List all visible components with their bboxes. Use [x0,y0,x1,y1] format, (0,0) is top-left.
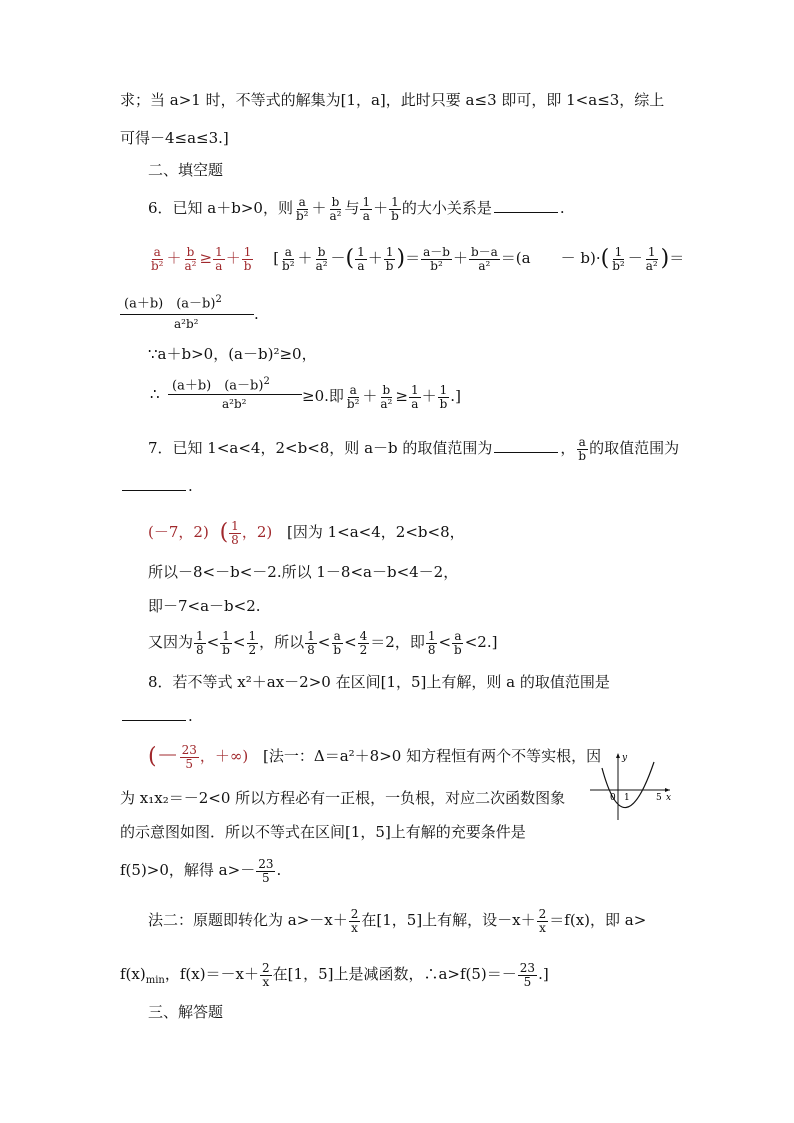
answer-blank [494,198,558,213]
origin-label: 0 [610,793,616,803]
parabola-graph-icon [588,750,674,822]
answer-blank [122,476,186,491]
answer: (－ $\frac{23}{5}$ ，＋∞) [148,743,249,771]
question-8-line2: . [120,706,193,726]
x-label: x [666,793,672,803]
explanation-line: 法二：原题即转化为 a>－x＋ $\frac{2}{x}$ 在[1，5]上有解，设－x＋ $\frac{2}{x}$ ＝f(x)，即 a> [148,907,647,935]
explanation-line: ∵a＋b>0，(a－b)²≥0， [148,345,317,363]
explanation-line: 所以－8<－b<－2.所以 1－8<a－b<4－2， [148,563,459,581]
paragraph-line: 可得－4≤a≤3.] [120,129,229,147]
explanation-line: ≥0.即 $\frac{a}{\text{b²}}$ ＋ $\frac{b}{\text{a²}}$ ≥ $\frac{1}{a}$ ＋ $\frac{1}{b}$ .] [302,383,461,411]
formula-denominator: a²b² [222,397,247,411]
document-page: 求；当 a>1 时，不等式的解集为[1，a]，此时只要 a≤3 即可，即 1<a≤3，综上 可得－4≤a≤3.] 二、填空题 6．已知 a＋b>0，则 $\frac{a}{\text{b²}}$ ＋ $\frac{b}{\text{a²}}$ 与 $\frac{1}{a}$ ＋ $\frac{1}{b}$ 的大小关系是 . $\frac{a}{\text{b²}}$ ＋ $\frac{b}{\text{a²}}$ ≥ $\frac{1}{a}$ ＋ $\frac{1}{b}$ [ $\frac{a}{\text{b²}}$ ＋ $\frac{b}{\text{a²}}$ －( $\frac{1}{a}$ ＋ $\frac{1}{b}$ )＝ $\frac{a-b}{\text{b²}}$ ＋ $\frac{b-a}{\text{a²}}$ ＝(a － b)·( $\frac{1}{\text{b²}}$ － $\frac{1}{\text{a²}}$ )＝ (a＋b) $(a-b)^2$ a²b² . ∵a＋b>0，(a－b)²≥0， ∴ (a＋b) $(a-b)^2$ a²b² ≥0.即 $\frac{a}{\text{b²}}$ ＋ $\frac{b}{\text{a²}}$ ≥ $\frac{1}{a}$ ＋ $\frac{1}{b}$ .] 7．已知 1<a<4，2<b<8，则 a－b 的取值范围为 ， $\frac{a}{b}$ 的取值范围为 . (－7，2) ( $\frac{1}{8}$ ，2) [因为 1<a<4，2<b<8， 所以－8<－b<－2.所以 1－8<a－b<4－2， 即－7<a－b<2. 又因为 $\frac{1}{8}$ < $\frac{1}{b}$ < $\frac{1}{2}$ ，所以 $\frac{1}{8}$ < $\frac{a}{b}$ < $\frac{4}{2}$ ＝2，即 $\frac{1}{8}$ < $\frac{a}{b}$ <2.] 8．若不等式 x²＋ax－2>0 在区间[1，5]上有解，则 a 的取值范围是 . (－ $\frac{23}{5}$ ，＋∞) [法一：Δ＝a²＋8>0 知方程恒有两个不等实根，因 y x 0 1 5 为 x₁x₂＝－2<0 所以方程必有一正根，一负根，对应二次函数图象 的示意图如图．所以不等式在区间[1，5]上有解的充要条件是 f(5)>0，解得 a>－ $\frac{23}{5}$ . 法二：原题即转化为 a>－x＋ $\frac{2}{x}$ 在[1，5]上有解，设－x＋ $\frac{2}{x}$ ＝f(x)，即 a> $f(x)_{min}$，f(x)＝－x＋ $\frac{2}{x}$ 在[1，5]上是减函数，∴a>f(5)＝－ $\frac{23}{5}$ .] 三、解答题 [120,91,685,1021]
explanation-line: 又因为 $\frac{1}{8}$ < $\frac{1}{b}$ < $\frac{1}{2}$ ，所以 $\frac{1}{8}$ < $\frac{a}{b}$ < $\frac{4}{2}$ ＝2，即 $\frac{1}{8}$ < $\frac{a}{b}$ <2.] [148,629,498,657]
formula-numerator: (a＋b) $(a-b)^2$ [172,376,270,394]
y-axis-arrow [616,753,620,758]
answer-7: (－7，2) ( $\frac{1}{8}$ ，2) [因为 1<a<4，2<b<8， [148,519,465,547]
tick-label: 1 [624,793,630,803]
answer: (－7，2) ( $\frac{1}{8}$ ，2) [148,519,273,547]
fraction: $\frac{1}{b}$ [391,195,399,223]
fraction: $\frac{b}{\text{a²}}$ [329,195,342,223]
question-8: 8．若不等式 x²＋ax－2>0 在区间[1，5]上有解，则 a 的取值范围是 [148,673,610,691]
answer-blank [494,438,558,453]
explanation-line: f(5)>0，解得 a>－ $\frac{23}{5}$ . [120,857,282,885]
answer-6: $\frac{a}{\text{b²}}$ ＋ $\frac{b}{\text{a²}}$ ≥ $\frac{1}{a}$ ＋ $\frac{1}{b}$ [ $\frac{a}{\text{b²}}$ ＋ $\frac{b}{\text{a²}}$ －( $\frac{1}{a}$ ＋ $\frac{1}{b}$ )＝ $\frac{a-b}{\text{b²}}$ ＋ $\frac{b-a}{\text{a²}}$ ＝(a － b)·( $\frac{1}{\text{b²}}$ － $\frac{1}{\text{a²}}$ )＝ [148,246,684,272]
explanation-line: ∴ [150,385,160,403]
section-heading: 二、填空题 [148,161,224,179]
tick-label: 5 [656,793,662,803]
answer-blank [122,706,186,721]
section-heading: 三、解答题 [148,1003,224,1021]
fraction: $\frac{1}{a}$ [362,195,371,223]
formula-numerator: (a＋b) $(a-b)^2$ [124,294,222,312]
question-7: 7．已知 1<a<4，2<b<8，则 a－b 的取值范围为 ， $\frac{a}{b}$ 的取值范围为 [148,435,680,463]
fraction: $\frac{a}{\text{b²}}$ [295,195,309,223]
explanation-line: 的示意图如图．所以不等式在区间[1，5]上有解的充要条件是 [120,823,526,841]
explanation-line: 为 x₁x₂＝－2<0 所以方程必有一正根，一负根，对应二次函数图象 [120,789,566,807]
explanation-line: $f(x)_{min}$，f(x)＝－x＋ $\frac{2}{x}$ 在[1，5]上是减函数，∴a>f(5)＝－ $\frac{23}{5}$ .] [120,961,549,989]
question-text: 6．已知 a＋b>0，则 [148,199,293,218]
explanation-line: 即－7<a－b<2. [148,597,261,615]
question-6: 6．已知 a＋b>0，则 $\frac{a}{\text{b²}}$ ＋ $\frac{b}{\text{a²}}$ 与 $\frac{1}{a}$ ＋ $\frac{1}{b}$ 的大小关系是 . [148,195,565,223]
x-axis-arrow [665,788,670,792]
paragraph-line: 求；当 a>1 时，不等式的解集为[1，a]，此时只要 a≤3 即可，即 1<a≤3，综上 [120,91,665,109]
formula-denominator: a²b² [174,317,199,331]
question-7-line2: . [120,476,193,496]
y-label: y [622,753,628,763]
answer: $\frac{a}{\text{b²}}$ ＋ $\frac{b}{\text{a²}}$ ≥ $\frac{1}{a}$ ＋ $\frac{1}{b}$ [151,245,252,273]
answer-8: (－ $\frac{23}{5}$ ，＋∞) [法一：Δ＝a²＋8>0 知方程恒有两个不等实根，因 [148,743,602,771]
